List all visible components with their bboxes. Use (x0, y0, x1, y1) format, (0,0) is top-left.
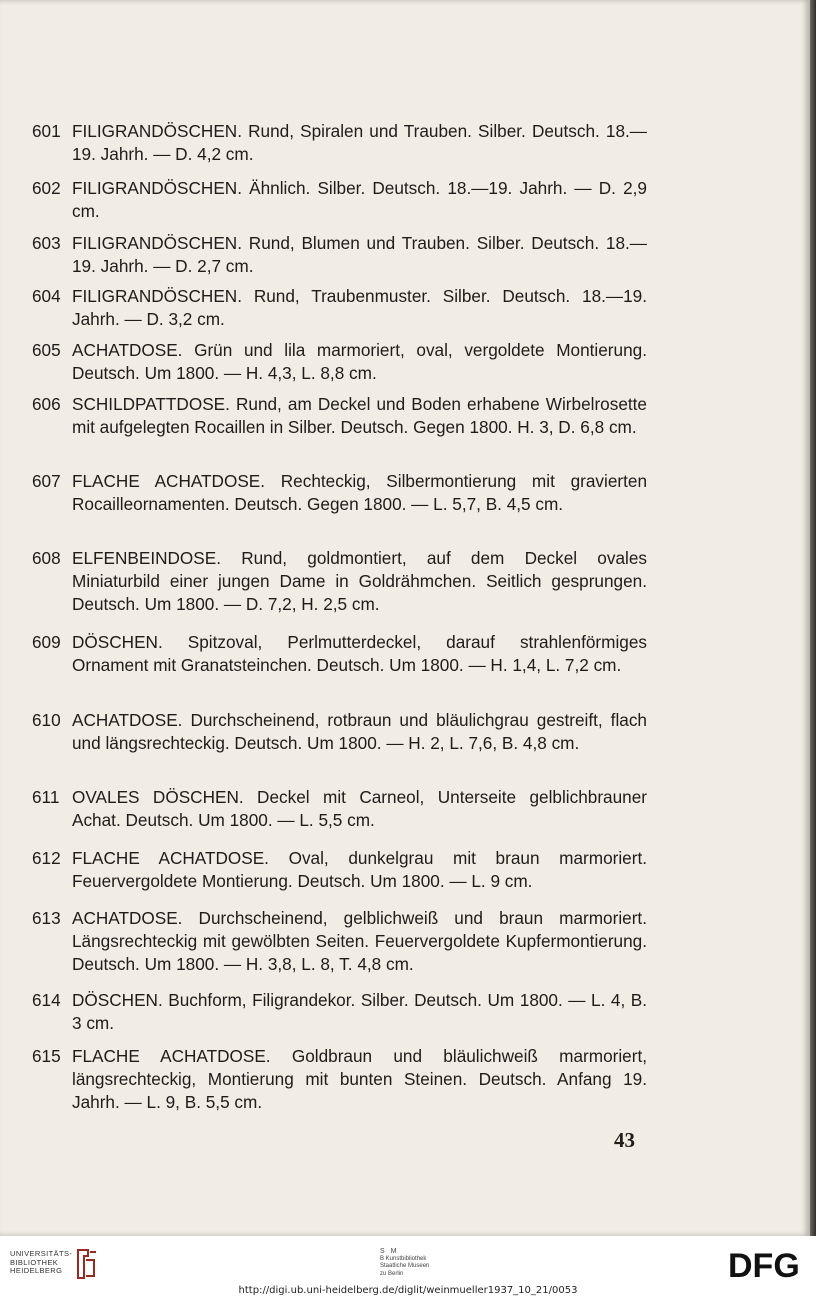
entry-number: 614 (32, 990, 61, 1010)
university-library-label[interactable]: UNIVERSITÄTS- BIBLIOTHEK HEIDELBERG (10, 1249, 73, 1275)
entry-number: 604 (32, 286, 61, 306)
catalog-entry-602 (32, 177, 647, 223)
entry-number: 609 (32, 632, 61, 652)
entry-text: DÖSCHEN. Buchform, Filigrandekor. Silber. Deutsch. Um 1800. — L. 4, B. 3 cm. (72, 990, 647, 1033)
dfg-logo-icon[interactable] (728, 1247, 812, 1281)
entry-number: 606 (32, 394, 61, 414)
entry-text: SCHILDPATTDOSE. Rund, am Deckel und Boden erhabene Wirbelrosette mit aufgelegten Rocaillen in Silber. Deutsch. Gegen 1800. H. 3, D. 6,8 cm. (72, 394, 647, 437)
catalog-entry-609 (32, 631, 647, 677)
catalog-entry-608 (32, 547, 647, 616)
entry-number: 613 (32, 908, 61, 928)
catalog-entry-601 (32, 120, 647, 166)
entry-text: ACHATDOSE. Grün und lila marmoriert, oval, vergoldete Montierung. Deutsch. Um 1800. — H. 4,3, L. 8,8 cm. (72, 340, 647, 383)
permalink-url[interactable]: http://digi.ub.uni-heidelberg.de/diglit/weinmueller1937_10_21/0053 (238, 1285, 578, 1296)
catalog-entry-605 (32, 339, 647, 385)
entry-text: FILIGRANDÖSCHEN. Rund, Blumen und Trauben. Silber. Deutsch. 18.—19. Jahrh. — D. 2,7 cm. (72, 233, 647, 276)
entry-text: ELFENBEINDOSE. Rund, goldmontiert, auf dem Deckel ovales Miniaturbild einer jungen Dame in Goldrähmchen. Seitlich gesprungen. Deutsch. Um 1800. — D. 7,2, H. 2,5 cm. (72, 548, 647, 614)
entry-text: ACHATDOSE. Durchscheinend, gelblichweiß und braun marmoriert. Längsrechteckig mit gewölbten Seiten. Feuervergoldete Kupfermontierung. Deutsch. Um 1800. — H. 3,8, L. 8, T. 4,8 cm. (72, 908, 647, 974)
page-edge (810, 0, 816, 1236)
entry-number: 612 (32, 848, 61, 868)
catalog-entry-603 (32, 232, 647, 278)
digitization-footer (0, 1236, 816, 1297)
entry-text: ACHATDOSE. Durchscheinend, rotbraun und bläulichgrau gestreift, flach und längsrechteckig. Deutsch. Um 1800. — H. 2, L. 7,6, B. 4,8 cm. (72, 710, 647, 753)
entry-text: FILIGRANDÖSCHEN. Rund, Spiralen und Trauben. Silber. Deutsch. 18.—19. Jahrh. — D. 4,2 cm. (72, 121, 647, 164)
entry-number: 608 (32, 548, 61, 568)
catalog-entry-610 (32, 709, 647, 755)
entry-text: FLACHE ACHATDOSE. Oval, dunkelgrau mit braun marmoriert. Feuervergoldete Montierung. Deutsch. Um 1800. — L. 9 cm. (72, 848, 647, 891)
catalog-entry-615 (32, 1045, 647, 1114)
entry-number: 615 (32, 1046, 61, 1066)
entry-text: FILIGRANDÖSCHEN. Ähnlich. Silber. Deutsch. 18.—19. Jahrh. — D. 2,9 cm. (72, 178, 647, 221)
catalog-entry-607 (32, 470, 647, 516)
museum-credit: S M B Kunstbibliothek Staatliche Museen zu Berlin (380, 1248, 430, 1277)
entry-number: 605 (32, 340, 61, 360)
catalog-entry-604 (32, 285, 647, 331)
catalog-entry-613 (32, 907, 647, 976)
university-logo-icon[interactable] (74, 1246, 98, 1282)
entry-number: 611 (32, 787, 60, 807)
entry-text: DÖSCHEN. Spitzoval, Perlmutterdeckel, darauf strahlenförmiges Ornament mit Granatsteinchen. Deutsch. Um 1800. — H. 1,4, L. 7,2 cm. (72, 632, 647, 675)
entry-number: 601 (32, 121, 61, 141)
entry-text: FLACHE ACHATDOSE. Goldbraun und bläulichweiß marmoriert, längsrechteckig, Montierung mit bunten Steinen. Deutsch. Anfang 19. Jahrh. — L. 9, B. 5,5 cm. (72, 1046, 647, 1112)
entry-number: 603 (32, 233, 61, 253)
entry-text: FLACHE ACHATDOSE. Rechteckig, Silbermontierung mit gravierten Rocailleornamenten. Deutsch. Gegen 1800. — L. 5,7, B. 4,5 cm. (72, 471, 647, 514)
entry-number: 607 (32, 471, 61, 491)
entry-number: 610 (32, 710, 61, 730)
catalog-entry-606 (32, 393, 647, 439)
catalog-entry-612 (32, 847, 647, 893)
entry-text: OVALES DÖSCHEN. Deckel mit Carneol, Unterseite gelblichbrauner Achat. Deutsch. Um 1800. — L. 5,5 cm. (72, 787, 647, 830)
entry-number: 602 (32, 178, 61, 198)
page-number: 43 (614, 1128, 635, 1152)
catalog-entry-611 (32, 786, 647, 832)
catalog-entry-614 (32, 989, 647, 1035)
entry-text: FILIGRANDÖSCHEN. Rund, Traubenmuster. Silber. Deutsch. 18.—19. Jahrh. — D. 3,2 cm. (72, 286, 647, 329)
dfg-label: DFG (728, 1247, 800, 1281)
